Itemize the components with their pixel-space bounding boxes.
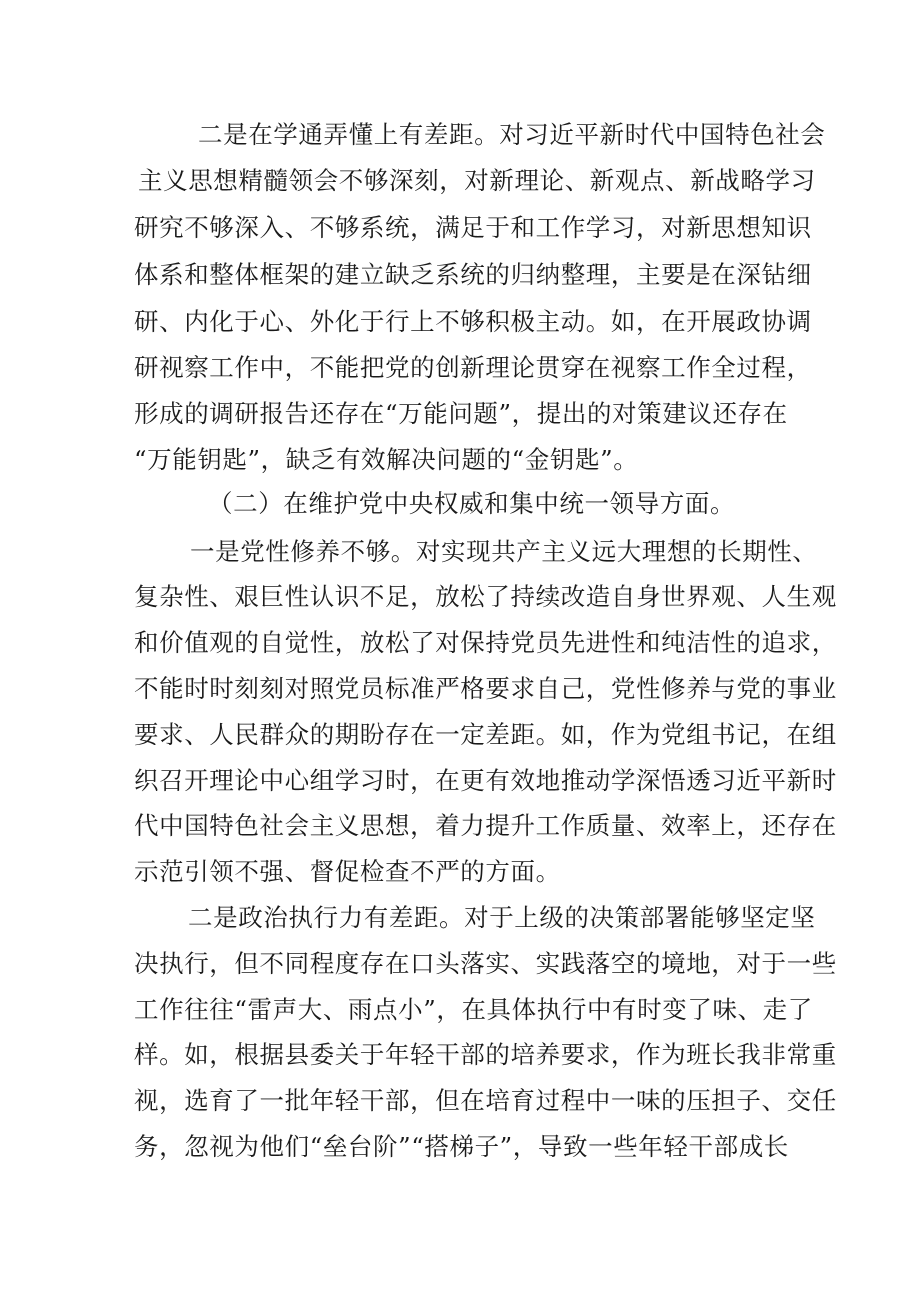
paragraph-3-line-5: 要求、人民群众的期盼存在一定差距。如，作为党组书记，在组 [134,720,837,749]
paragraph-1-line-2: 主义思想精髓领会不够深刻，对新理论、新观点、新战略学习 [138,166,816,195]
paragraph-1-line-8: “万能钥匙”，缺乏有效解决问题的“金钥匙”。 [134,445,639,474]
paragraph-3-line-6: 织召开理论中心组学习时，在更有效地推动学深悟透习近平新时 [134,766,837,795]
paragraph-4-line-2: 决执行，但不同程度存在口头落实、实践落空的境地，对于一些 [134,949,837,978]
paragraph-4-line-3: 工作往往“雷声大、雨点小”，在具体执行中有时变了味、走了 [134,995,813,1024]
paragraph-4-line-4: 样。如，根据县委关于年轻干部的培养要求，作为班长我非常重 [134,1040,837,1069]
paragraph-1-line-4: 体系和整体框架的建立缺乏系统的归纳整理，主要是在深钻细 [134,260,812,289]
paragraph-3-line-7: 代中国特色社会主义思想，着力提升工作质量、效率上，还存在 [134,811,837,840]
paragraph-1-line-1: 二是在学通弄懂上有差距。对习近平新时代中国特色社会 [198,120,826,149]
paragraph-4-line-6: 务，忽视为他们“垒台阶”“搭梯子”，导致一些年轻干部成长 [134,1132,789,1161]
paragraph-1-line-7: 形成的调研报告还存在“万能问题”，提出的对策建议还存在 [134,399,788,428]
paragraph-3-line-1: 一是党性修养不够。对实现共产主义远大理想的长期性、 [190,537,818,566]
paragraph-4-line-5: 视，选育了一批年轻干部，但在培育过程中一味的压担子、交任 [134,1086,837,1115]
section-heading: （二）在维护党中央权威和集中统一领导方面。 [208,489,736,518]
paragraph-3-line-4: 不能时时刻刻对照党员标准严格要求自己，党性修养与党的事业 [134,674,837,703]
paragraph-3-line-3: 和价值观的自觉性，放松了对保持党员先进性和纯洁性的追求， [134,628,837,657]
paragraph-3-line-2: 复杂性、艰巨性认识不足，放松了持续改造自身世界观、人生观 [134,582,837,611]
paragraph-3-line-8: 示范引领不强、督促检查不严的方面。 [134,857,561,886]
paragraph-1-line-6: 研视察工作中，不能把党的创新理论贯穿在视察工作全过程， [134,353,812,382]
paragraph-4-line-1: 二是政治执行力有差距。对于上级的决策部署能够坚定坚 [188,903,816,932]
paragraph-1-line-5: 研、内化于心、外化于行上不够积极主动。如，在开展政协调 [134,307,812,336]
paragraph-1-line-3: 研究不够深入、不够系统，满足于和工作学习，对新思想知识 [134,213,812,242]
